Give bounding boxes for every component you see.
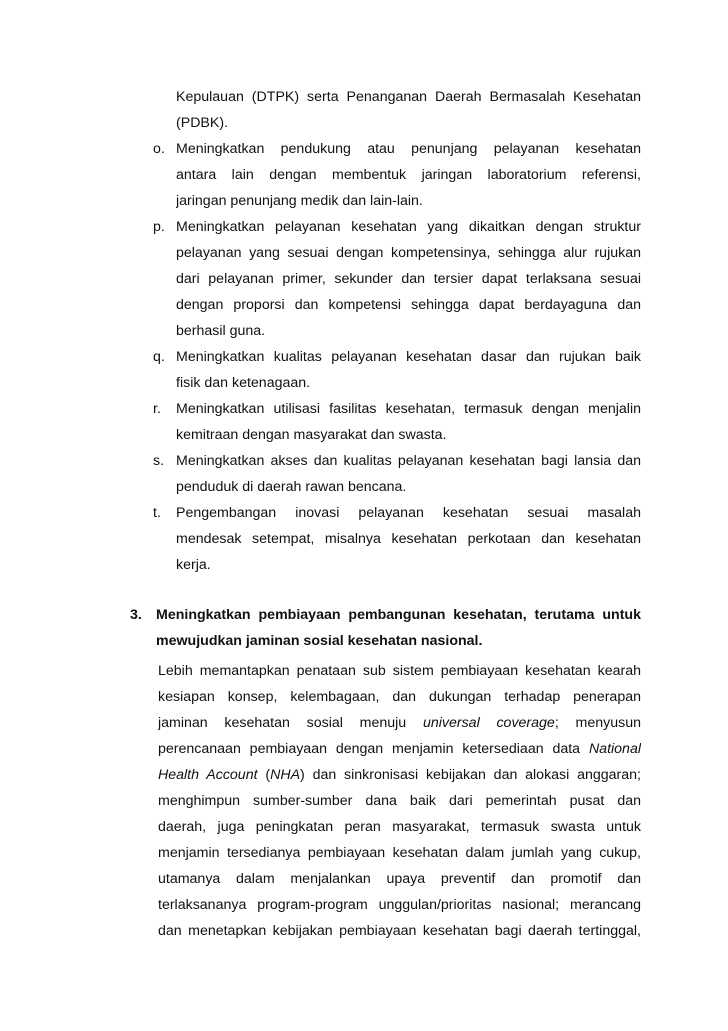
list-marker-s: s. xyxy=(153,453,165,469)
list-item-o-line-1: Meningkatkan pendukung atau penunjang pelayanan kesehatan xyxy=(176,141,641,157)
list-item-n-line-2: (PDBK). xyxy=(176,115,229,131)
list-item-t-line-1: Pengembangan inovasi pelayanan kesehatan sesuai masalah xyxy=(176,505,641,521)
list-item-p-line-1: Meningkatkan pelayanan kesehatan yang dikaitkan dengan struktur xyxy=(176,219,641,235)
list-item-s-line-1: Meningkatkan akses dan kualitas pelayanan kesehatan bagi lansia dan xyxy=(176,453,641,469)
list-marker-r: r. xyxy=(153,401,161,417)
paragraph-line-10: terlaksananya program-program unggulan/prioritas nasional; merancang xyxy=(158,897,641,913)
paragraph-line-8: menjamin tersedianya pembiayaan kesehatan dalam jumlah yang cukup, xyxy=(158,845,641,861)
paragraph-line-5-text: dan sinkronisasi kebijakan dan alokasi anggaran; xyxy=(312,767,641,783)
paragraph-line-2: kesiapan konsep, kelembagaan, dan dukungan terhadap penerapan xyxy=(158,689,641,705)
paragraph-line-3 xyxy=(158,710,641,736)
list-marker-q: q. xyxy=(153,349,165,365)
paragraph-line-6: menghimpun sumber-sumber dana baik dari pemerintah pusat dan xyxy=(158,793,641,809)
paragraph-line-9: utamanya dalam menjalankan upaya preventif dan promotif dan xyxy=(158,871,641,887)
list-item-o-line-3: jaringan penunjang medik dan lain-lain. xyxy=(176,193,423,209)
list-item-t-line-3: kerja. xyxy=(176,557,211,573)
list-marker-t: t. xyxy=(153,505,161,521)
list-item-t-line-2: mendesak setempat, misalnya kesehatan perkotaan dan kesehatan xyxy=(176,531,641,547)
paragraph-line-5 xyxy=(158,762,641,788)
paragraph-line-7: daerah, juga peningkatan peran masyarakat, termasuk swasta untuk xyxy=(158,819,641,835)
list-marker-o: o. xyxy=(153,141,165,157)
list-item-p-line-4: dengan proporsi dan kompetensi sehingga dapat berdayaguna dan xyxy=(176,297,641,313)
term-nha: NHA xyxy=(270,767,301,783)
list-marker-p: p. xyxy=(153,219,165,235)
paragraph-line-3-suffix: menyusun xyxy=(575,715,641,731)
paragraph-line-3-semicolon: ; xyxy=(554,715,559,731)
list-item-r-line-1: Meningkatkan utilisasi fasilitas kesehatan, termasuk dengan menjalin xyxy=(176,401,641,417)
paragraph-line-4-text: perencanaan pembiayaan dengan menjamin ketersediaan data xyxy=(158,741,581,757)
list-item-q-line-1: Meningkatkan kualitas pelayanan kesehatan dasar dan rujukan baik xyxy=(176,349,641,365)
list-item-p-line-5: berhasil guna. xyxy=(176,323,266,339)
paragraph-line-1: Lebih memantapkan penataan sub sistem pembiayaan kesehatan kearah xyxy=(158,663,641,679)
list-item-p-line-2: pelayanan yang sesuai dengan kompetensinya, sehingga alur rujukan xyxy=(176,245,641,261)
list-item-o-line-2: antara lain dengan membentuk jaringan laboratorium referensi, xyxy=(176,167,641,183)
section-number: 3. xyxy=(130,607,142,623)
list-item-s-line-2: penduduk di daerah rawan bencana. xyxy=(176,479,407,495)
section-heading-line-1: Meningkatkan pembiayaan pembangunan kesehatan, terutama untuk xyxy=(156,607,641,623)
term-national: National xyxy=(588,741,641,757)
paragraph-line-4 xyxy=(158,736,641,762)
paren-close: ) xyxy=(300,767,305,783)
term-universal-coverage: universal coverage xyxy=(422,715,555,731)
paragraph-line-11: dan menetapkan kebijakan pembiayaan kesehatan bagi daerah tertinggal, xyxy=(158,923,641,939)
list-item-q-line-2: fisik dan ketenagaan. xyxy=(176,375,311,391)
paren-open: ( xyxy=(265,767,271,783)
term-health-account: Health Account xyxy=(158,767,258,783)
section-heading-line-2: mewujudkan jaminan sosial kesehatan nasional. xyxy=(156,633,483,649)
paragraph-line-3-prefix: jaminan kesehatan sosial menuju xyxy=(158,715,407,731)
list-item-n-line-1: Kepulauan (DTPK) serta Penanganan Daerah Bermasalah Kesehatan xyxy=(176,89,641,105)
list-item-r-line-2: kemitraan dengan masyarakat dan swasta. xyxy=(176,427,447,443)
list-item-p-line-3: dari pelayanan primer, sekunder dan tersier dapat terlaksana sesuai xyxy=(176,271,641,287)
